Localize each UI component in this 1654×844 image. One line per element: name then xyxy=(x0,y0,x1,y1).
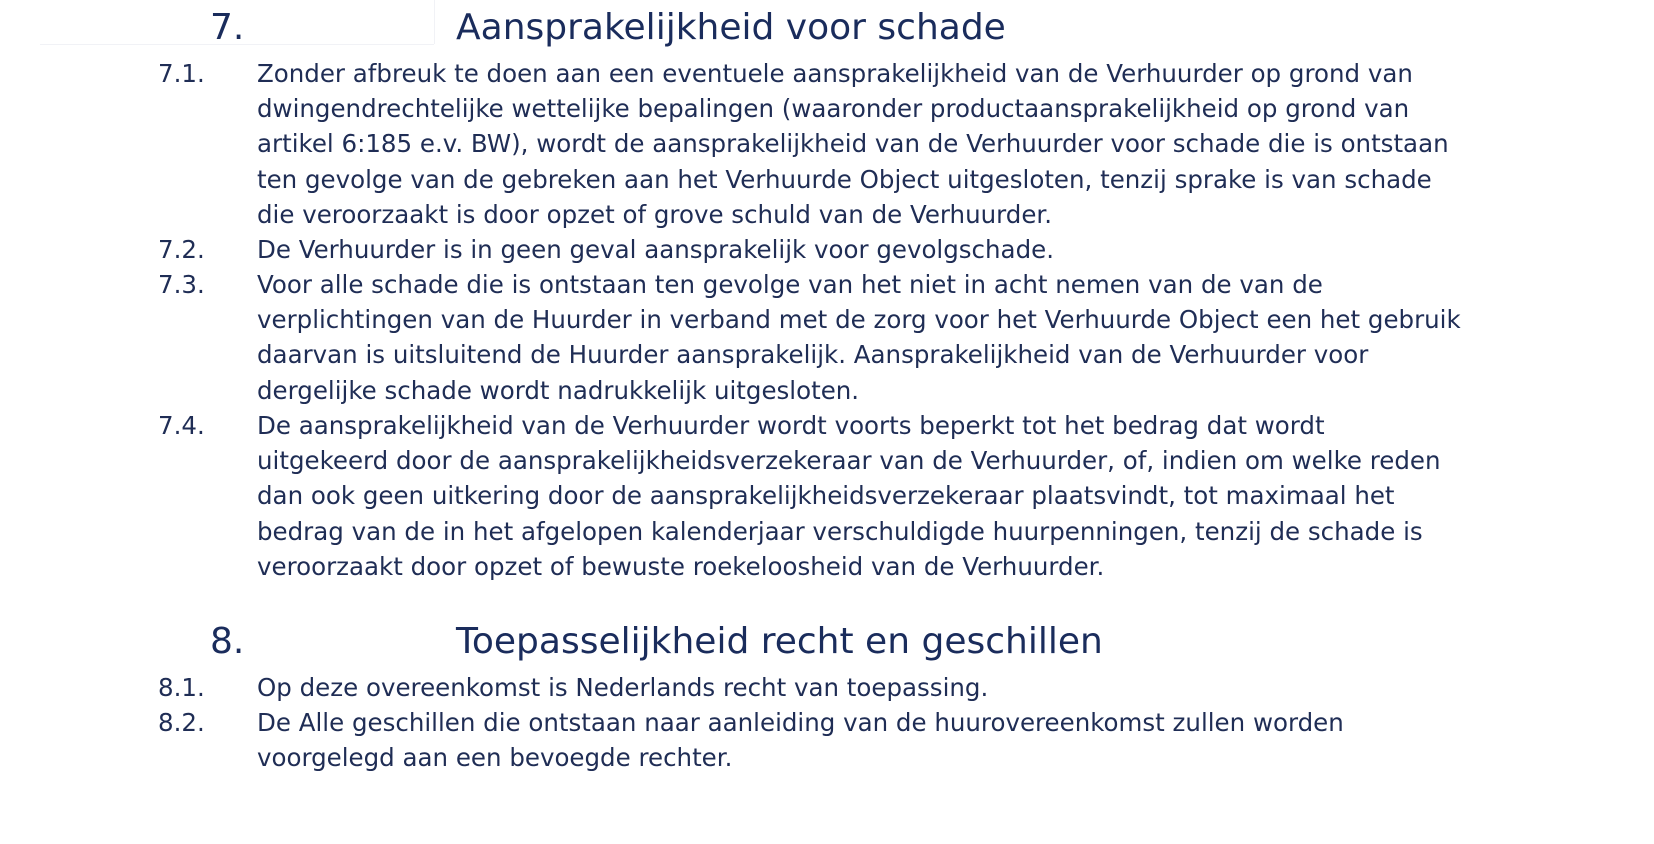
clause-text xyxy=(257,267,1522,408)
clause-number: 7.2. xyxy=(158,235,205,264)
clause-text xyxy=(257,56,1522,232)
section-title: Toepasselijkheid recht en geschillen xyxy=(456,621,1103,662)
clause-line: verplichtingen van de Huurder in verband met de zorg voor het Verhuurde Object een het gebruik xyxy=(257,305,1461,335)
clause-number: 8.2. xyxy=(158,708,205,737)
clause-line: artikel 6:185 e.v. BW), wordt de aansprakelijkheid van de Verhuurder voor schade die is ontstaan xyxy=(257,129,1449,159)
clause-text xyxy=(257,705,1522,775)
clause-line: De Verhuurder is in geen geval aansprakelijk voor gevolgschade. xyxy=(257,235,1054,264)
clause-line: uitgekeerd door de aansprakelijkheidsverzekeraar van de Verhuurder, of, indien om welke reden xyxy=(257,446,1441,476)
clause-text xyxy=(257,670,1522,705)
clause-line: voorgelegd aan een bevoegde rechter. xyxy=(257,743,733,773)
clause-number: 8.1. xyxy=(158,673,205,702)
clause-line: De Alle geschillen die ontstaan naar aanleiding van de huurovereenkomst zullen worden xyxy=(257,708,1344,737)
section-number: 8. xyxy=(210,621,245,662)
clause-text xyxy=(257,232,1522,267)
clause-line: dwingendrechtelijke wettelijke bepalingen (waaronder productaansprakelijkheid op grond van xyxy=(257,94,1410,124)
clause-line: dergelijke schade wordt nadrukkelijk uitgesloten. xyxy=(257,375,860,405)
clause-text xyxy=(257,408,1522,584)
clause-line: Voor alle schade die is ontstaan ten gevolge van het niet in acht nemen van de van de xyxy=(257,270,1323,299)
clause-number: 7.4. xyxy=(158,411,205,440)
clause-line: De aansprakelijkheid van de Verhuurder wordt voorts beperkt tot het bedrag dat wordt xyxy=(257,411,1325,440)
section-number: 7. xyxy=(210,7,245,48)
section-title: Aansprakelijkheid voor schade xyxy=(456,7,1006,48)
section-heading-7 xyxy=(0,5,1654,51)
clause-line: Op deze overeenkomst is Nederlands recht van toepassing. xyxy=(257,673,989,702)
clause-line: bedrag van de in het afgelopen kalenderjaar verschuldigde huurpenningen, tenzij de schade is xyxy=(257,516,1423,546)
clause-line: ten gevolge van de gebreken aan het Verhuurde Object uitgesloten, tenzij sprake is van schade xyxy=(257,164,1432,194)
clause-number: 7.1. xyxy=(158,59,205,88)
clause-line: die veroorzaakt is door opzet of grove schuld van de Verhuurder. xyxy=(257,199,1053,229)
clause-line: Zonder afbreuk te doen aan een eventuele aansprakelijkheid van de Verhuurder op grond van xyxy=(257,59,1413,88)
clause-line: dan ook geen uitkering door de aansprakelijkheidsverzekeraar plaatsvindt, tot maximaal het xyxy=(257,481,1395,511)
clause-line: veroorzaakt door opzet of bewuste roekeloosheid van de Verhuurder. xyxy=(257,551,1105,581)
clause-number: 7.3. xyxy=(158,270,205,299)
section-heading-8 xyxy=(0,619,1654,665)
clause-line: daarvan is uitsluitend de Huurder aansprakelijk. Aansprakelijkheid van de Verhuurder voor xyxy=(257,340,1369,370)
